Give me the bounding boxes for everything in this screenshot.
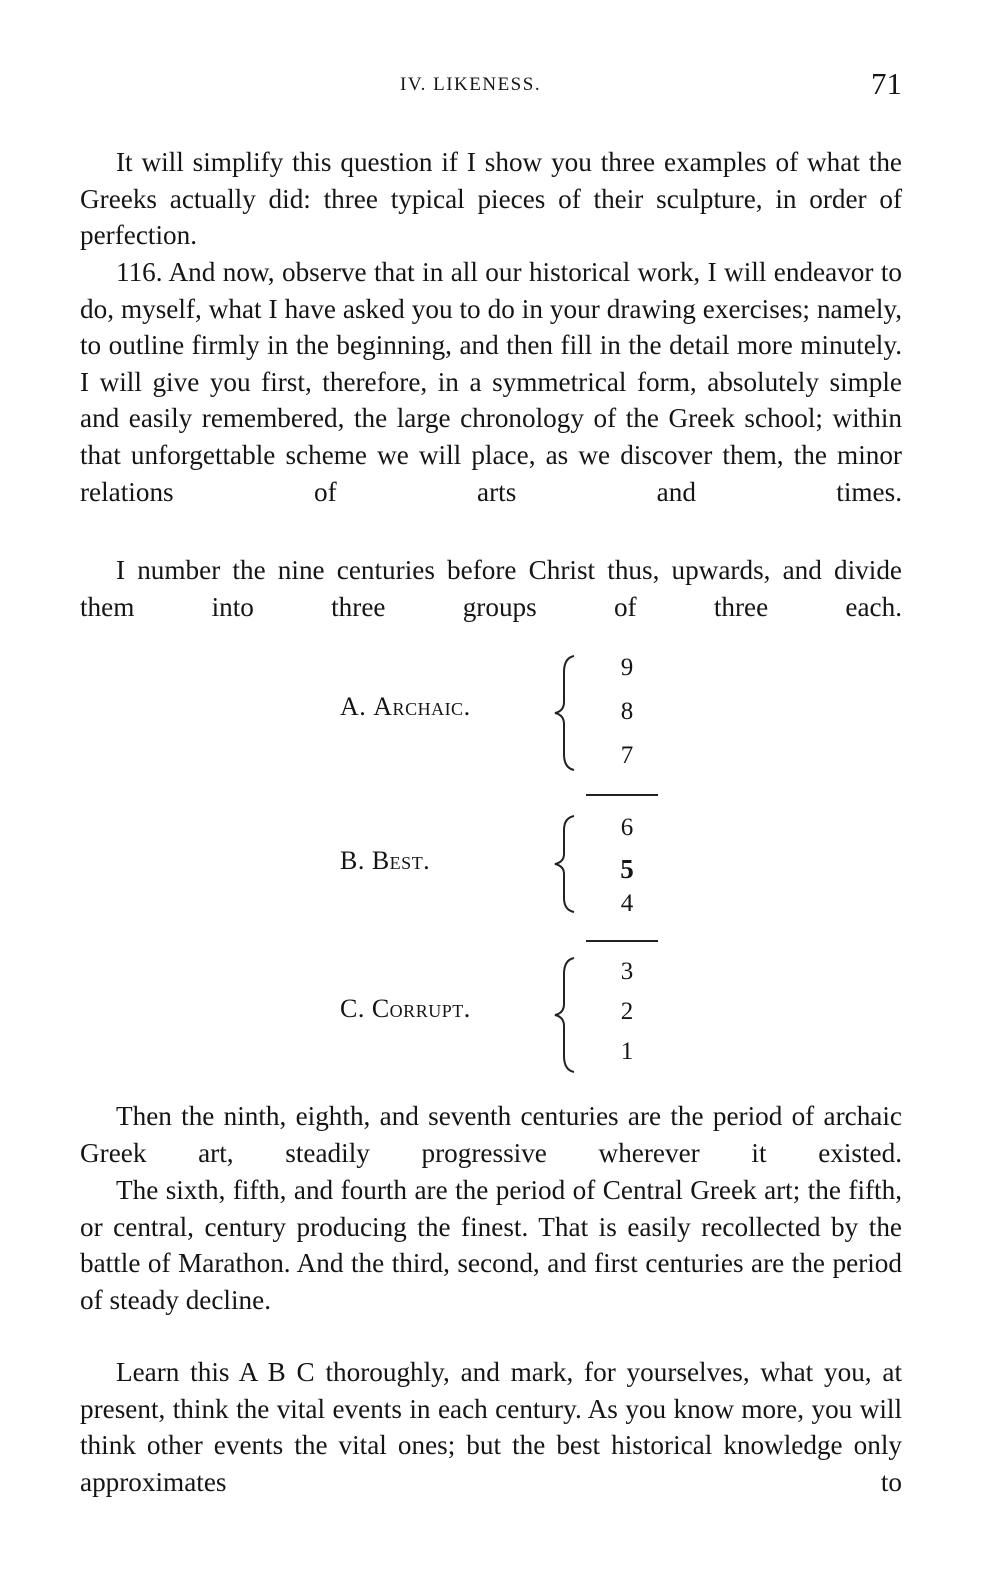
century-1: 1 (620, 1038, 634, 1065)
chronology-diagram (0, 648, 1000, 1078)
paragraph-archaic-period: Then the ninth, eighth, and seventh centuries are the period of archaic Greek art, steadily progressive wherever it existed. (80, 1101, 902, 1168)
group-divider (586, 794, 658, 796)
group-letter: A. (340, 692, 367, 721)
paragraph-centuries: I number the nine centuries before Christ thus, upwards, and divide them into three groups of three each. (80, 555, 902, 622)
group-label-archaic (340, 692, 471, 722)
paragraph-learn-abc: Learn this A B C thoroughly, and mark, for yourselves, what you, at present, think the vital events in each century. As you know more, you will think other events the vital ones; but the best historical knowledge only approximates to (80, 1357, 902, 1497)
century-6: 6 (620, 814, 634, 841)
running-title: IV. LIKENESS. (400, 74, 542, 95)
group-letter: C. (340, 994, 365, 1023)
page-header (0, 66, 1000, 106)
paragraph-intro: It will simplify this question if I show you three examples of what the Greeks actually did: three typical pieces of their sculpture, in order of perfection. (80, 147, 902, 251)
century-2: 2 (620, 998, 634, 1025)
paragraph-central-period: The sixth, fifth, and fourth are the period of Central Greek art; the fifth, or central, century producing the finest. That is easily recollected by the battle of Marathon. And the third, second, and first centuries are the period of steady decline. (80, 1175, 902, 1315)
century-7: 7 (620, 742, 634, 769)
century-5: 5 (620, 854, 634, 884)
group-divider (586, 940, 658, 942)
group-name: Best. (371, 846, 431, 875)
paragraph-116: 116. And now, observe that in all our historical work, I will endeavor to do, myself, what I have asked you to do in your drawing exercises; namely, to outline firmly in the beginning, and then fill in the detail more minutely. I will give you first, therefore, in a symmetrical form, absolutely simple and easily remembered, the large chronology of the Greek school; within that unforgettable scheme we will place, as we discover them, the minor relations of arts and times. (80, 257, 902, 507)
brace-best (552, 814, 582, 914)
brace-archaic (552, 654, 582, 772)
page-number: 71 (871, 66, 902, 101)
brace-corrupt (552, 956, 582, 1074)
group-letter: B. (340, 846, 365, 875)
century-9: 9 (620, 654, 634, 681)
group-label-corrupt (340, 994, 471, 1024)
group-name: Corrupt. (371, 994, 471, 1023)
group-name: Archaic. (373, 692, 471, 721)
century-4: 4 (620, 890, 634, 917)
century-8: 8 (620, 698, 634, 725)
century-3: 3 (620, 958, 634, 985)
group-label-best (340, 846, 430, 876)
